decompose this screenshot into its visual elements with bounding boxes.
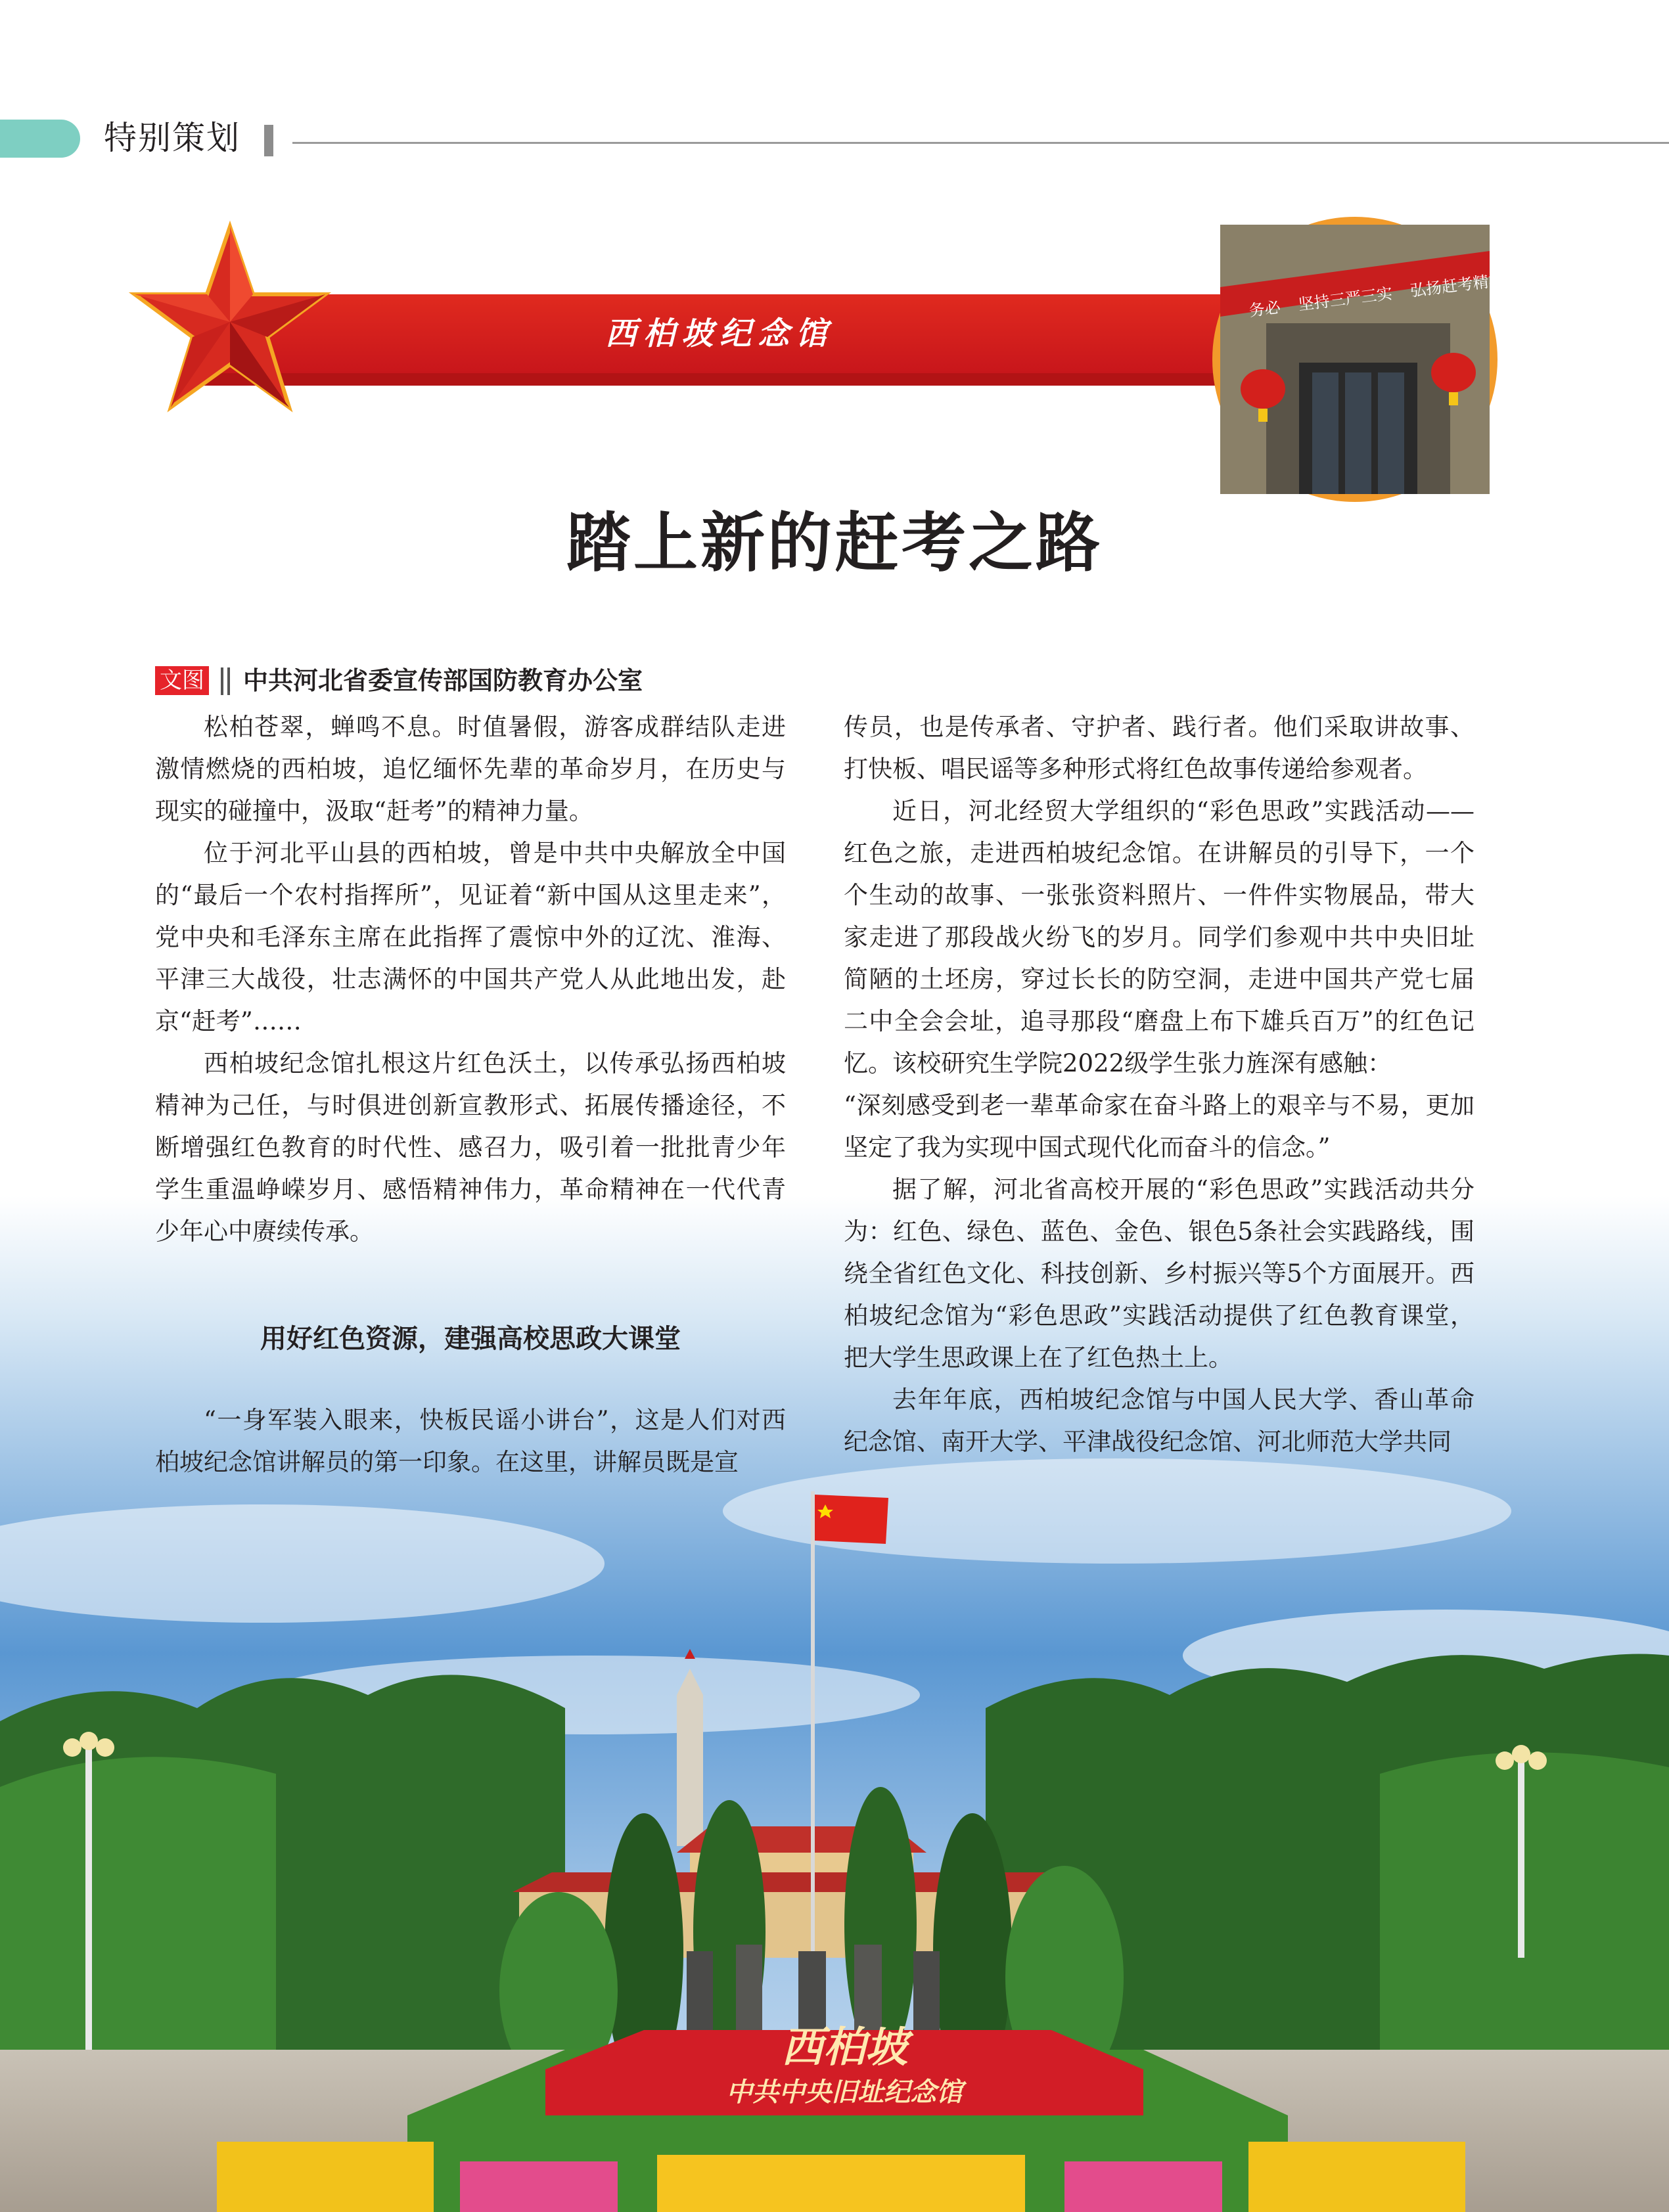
section-separator: [264, 125, 273, 156]
signage-3: 弘扬赶考精神: [1409, 270, 1505, 301]
memorial-hall-illustration: [1220, 225, 1505, 494]
quote-paragraph: “深刻感受到老一辈革命家在奋斗路上的艰辛与不易，更加坚定了我为实现中国式现代化而奋斗的信念。”: [844, 1091, 1475, 1162]
section-tab-marker: [0, 120, 80, 158]
red-star-icon: [131, 223, 329, 414]
section-subheading: 用好红色资源，建强高校思政大课堂: [260, 1324, 681, 1354]
paragraph: 位于河北平山县的西柏坡，曾是中共中央解放全中国的“最后一个农村指挥所”，见证着“新中国从这里走来”，党中央和毛泽东主席在此指挥了震惊中外的辽沈、淮海、平津三大战役，壮志满怀的中国共产党人从此地出发，赴京“赶考”……: [155, 839, 786, 1035]
byline-author: 中共河北省委宣传部国防教育办公室: [243, 666, 643, 695]
paragraph: 松柏苍翠，蝉鸣不息。时值暑假，游客成群结队走进激情燃烧的西柏坡，追忆缅怀先辈的革命岁月，在历史与现实的碰撞中，汲取“赶考”的精神力量。: [155, 713, 786, 825]
flowerbed-subtitle: 中共中央旧址纪念馆: [726, 2077, 963, 2108]
paragraph: 近日，河北经贸大学组织的“彩色思政”实践活动——红色之旅，走进西柏坡纪念馆。在讲解员的引导下，一个个生动的故事、一张张资料照片、一件件实物展品，带大家走进了那段战火纷飞的岁月。同学们参观中共中央旧址简陋的土坯房，穿过长长的防空洞，走进中国共产党七届二中全会会址，追寻那段“磨盘上布下雄兵百万”的红色记忆。该校研究生学院2022级学生张力旌深有感触：: [844, 797, 1475, 1077]
paragraph: 据了解，河北省高校开展的“彩色思政”实践活动共分为：红色、绿色、蓝色、金色、银色5条社会实践路线，围绕全省红色文化、科技创新、乡村振兴等5个方面展开。西柏坡纪念馆为“彩色思政”实践活动提供了红色教育课堂，把大学生思政课上在了红色热土上。: [844, 1175, 1475, 1372]
paragraph-continuation: 传员，也是传承者、守护者、践行者。他们采取讲故事、打快板、唱民谣等多种形式将红色故事传递给参观者。: [844, 713, 1475, 783]
left-column: [155, 706, 786, 1253]
ribbon-title: 西柏坡纪念馆: [605, 315, 834, 352]
left-column-lower: [155, 1399, 786, 1483]
header-rule: [292, 142, 1669, 144]
paragraph: “一身军装入眼来，快板民谣小讲台”，这是人们对西柏坡纪念馆讲解员的第一印象。在这里，讲解员既是宣: [155, 1406, 786, 1476]
signage-1: 务必: [1248, 298, 1282, 321]
byline-separator: [221, 667, 230, 695]
right-column: [844, 706, 1475, 1463]
flowerbed-title: 西柏坡: [781, 2023, 907, 2072]
byline-tag: 文图: [155, 666, 209, 695]
section-label: 特别策划: [104, 119, 240, 157]
article-title: 踏上新的赶考之路: [566, 506, 1103, 581]
paragraph: 西柏坡纪念馆扎根这片红色沃土，以传承弘扬西柏坡精神为己任，与时俱进创新宣教形式、拓展传播途径，不断增强红色教育的时代性、感召力，吸引着一批批青少年学生重温峥嵘岁月、感悟精神伟力，革命精神在一代代青少年心中赓续传承。: [155, 1049, 786, 1246]
signage-2: 坚持三严三实: [1297, 284, 1394, 315]
memorial-hall-photo: [1212, 217, 1505, 502]
paragraph: 去年年底，西柏坡纪念馆与中国人民大学、香山革命纪念馆、南开大学、平津战役纪念馆、河北师范大学共同: [844, 1386, 1475, 1456]
